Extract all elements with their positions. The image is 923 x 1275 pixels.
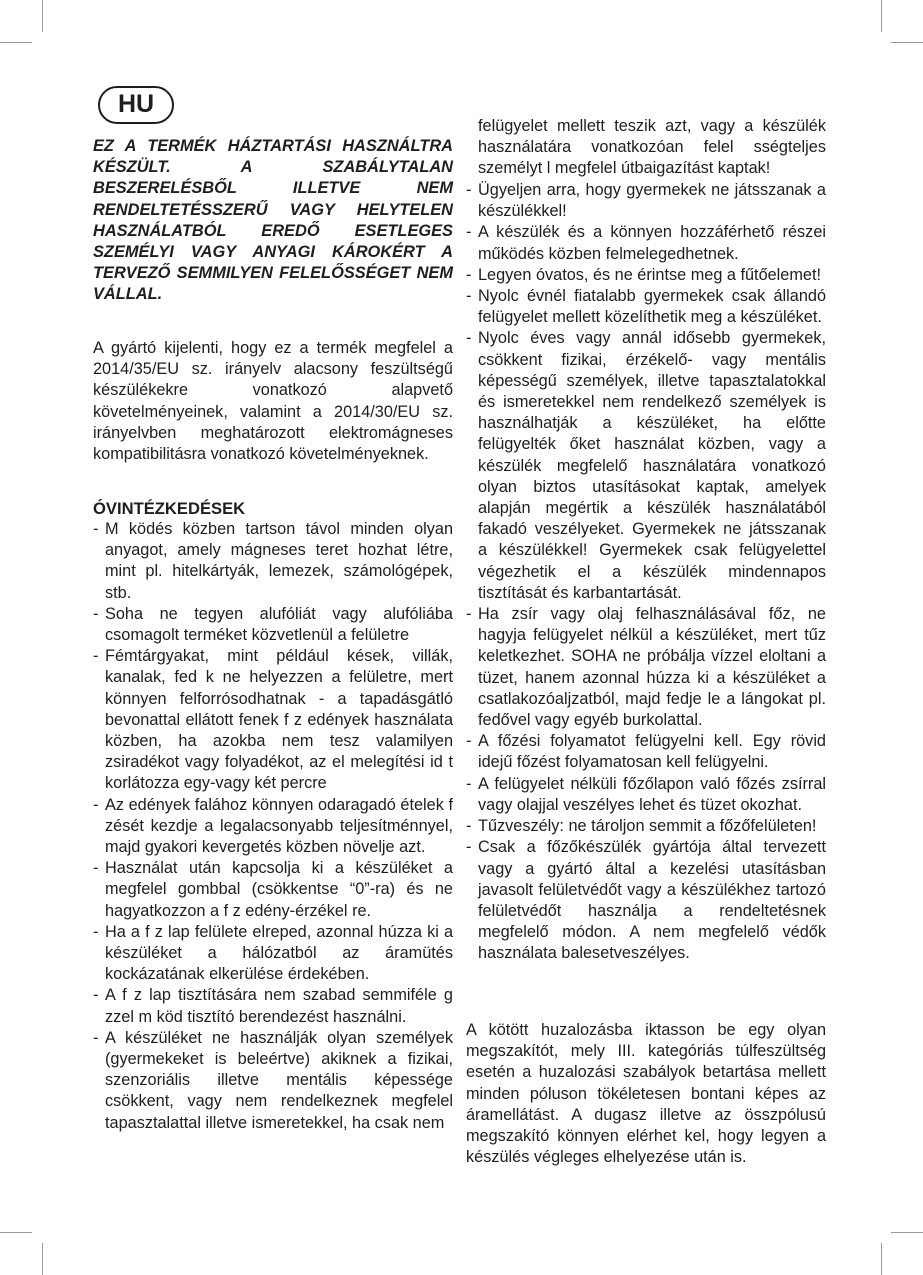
list-item: - A készülék és a könnyen hozzáférhető részei működés közben felmelegedhetnek. [466,222,826,264]
precautions-list-right [466,180,826,965]
list-item: - Használat után kapcsolja ki a készüléket a megfelel gombbal (csökkentse “0”-ra) és ne hagyatkozzon a f z edény-érzékel re. [93,858,453,922]
continuation-text-body: felügyelet mellett teszik azt, vagy a készülék használatára vonatkozóan felel sségteljes személyt l megfelel útbaigazítást kaptak! [478,117,826,178]
list-item: - A f z lap tisztítására nem szabad semmiféle g zzel m köd tisztító berendezést használni. [93,985,453,1027]
crop-mark [42,1243,43,1275]
list-item: - Ha a f z lap felülete elreped, azonnal húzza ki a készüléket a hálózatból az áramütés kockázatának elkerülése érdekében. [93,922,453,986]
list-item: - Ha zsír vagy olaj felhasználásával főz, ne hagyja felügyelet nélkül a készüléket, mert tűz keletkezhet. SOHA ne próbálja vízzel eloltani a tüzet, hanem azonnal húzza ki a készüléket a csatlakozóaljzatból, majd fedje le a lángokat pl. fedővel vagy egyéb burkolattal. [466,604,826,731]
crop-mark [881,0,882,32]
crop-mark [0,1232,32,1233]
crop-mark [42,0,43,32]
crop-mark [0,42,32,43]
list-item: - M ködés közben tartson távol minden olyan anyagot, amely mágneses teret hozhat létre, mint pl. hitelkártyák, lemezek, számológépek, stb. [93,519,453,604]
precautions-list-left [93,519,453,1134]
warning-text: EZ A TERMÉK HÁZTARTÁSI HASZNÁLTRA KÉSZÜLT. A SZABÁLYTALAN BESZERELÉSBŐL ILLETVE NEM RENDELTETÉSSZERŰ VAGY HELYTELEN HASZNÁLATBÓL EREDŐ ESETLEGES SZEMÉLYI VAGY ANYAGI KÁROKÉRT A TERVEZŐ SEMMILYEN FELELŐSSÉGET NEM VÁLLAL. [93,137,453,304]
declaration-paragraph: A gyártó kijelenti, hogy ez a termék megfelel a 2014/35/EU sz. irányelv alacsony feszültségű készülékekre vonatkozó alapvető követelményeinek, valamint a 2014/30/EU sz. irányelvben meghatározott elektromágneses kompatibilitásra vonatkozó követelményeknek. [93,339,453,464]
continuation-text [466,116,826,180]
list-item: - Fémtárgyakat, mint például kések, villák, kanalak, fed k ne helyezzen a felületre, mert könnyen felforrósodhatnak - a tapadásgátló bevonattal ellátott fenek f z edények használata közben, ha azokba nem tesz valamilyen zsiradékot vagy folyadékot, az el melegítési id t korlátozza egy-vagy két percre [93,646,453,794]
list-item: - A főzési folyamatot felügyelni kell. Egy rövid idejű főzést folyamatosan kell felügyelni. [466,731,826,773]
final-paragraph: A kötött huzalozásba iktasson be egy olyan megszakítót, mely III. kategóriás túlfeszültség esetén a huzalozási szabályok betartása mellett minden póluson tökéletesen bontani képes az áramellátást. A dugasz illetve az összpólusú megszakító könnyen elérhet kel, hogy legyen a készülés végleges elhelyezése után is. [466,1021,826,1167]
list-item: - Soha ne tegyen alufóliát vagy alufóliába csomagolt terméket közvetlenül a felületre [93,604,453,646]
list-item: - Ügyeljen arra, hogy gyermekek ne játsszanak a készülékkel! [466,180,826,222]
precautions-heading: ÓVINTÉZKEDÉSEK [93,499,246,518]
list-item: - A felügyelet nélküli főzőlapon való főzés zsírral vagy olajjal veszélyes lehet és tüzet okozhat. [466,774,826,816]
list-item: - A készüléket ne használják olyan személyek (gyermekeket is beleértve) akiknek a fizikai, szenzoriális illetve mentális képessége csökkent, vagy nem rendelkeznek megfelel tapasztalattal illetve ismeretekkel, ha csak nem [93,1028,453,1134]
crop-mark [891,1232,923,1233]
crop-mark [891,42,923,43]
language-badge: HU [98,86,174,124]
list-item: - Legyen óvatos, és ne érintse meg a fűtőelemet! [466,265,826,286]
list-item: - Nyolc éves vagy annál idősebb gyermekek, csökkent fizikai, érzékelő- vagy mentális képességű személyek, illetve tapasztalatokkal és ismeretekkel nem rendelkező személyek is használhatják a készüléket, ha előtte felügyelték őket használat közben, vagy a készülék megfelelő használatára vonatkozó olyan biztos utasításokat kaptak, amelyek alapján megértik a készülék használatából fakadó veszélyeket. Gyermekek ne játsszanak a készülékkel! Gyermekek csak felügyelettel végezhetik el a készülék mindennapos tisztítását és karbantartását. [466,328,826,604]
list-item: - Nyolc évnél fiatalabb gyermekek csak állandó felügyelet mellett közelíthetik meg a készüléket. [466,286,826,328]
list-item: - Tűzveszély: ne tároljon semmit a főzőfelületen! [466,816,826,837]
crop-mark [881,1243,882,1275]
list-item: - Csak a főzőkészülék gyártója által tervezett vagy a gyártó által a kezelési utasításban javasolt felületvédőt vagy a készülékhez tartozó felületvédőt használja a rendeltetésnek megfelelő módon. A nem megfelelő védők használata balesetveszélyes. [466,837,826,964]
list-item: - Az edények falához könnyen odaragadó ételek f zését kezdje a legalacsonyabb teljesítménnyel, majd gyakori kevergetés közben növelje azt. [93,795,453,859]
